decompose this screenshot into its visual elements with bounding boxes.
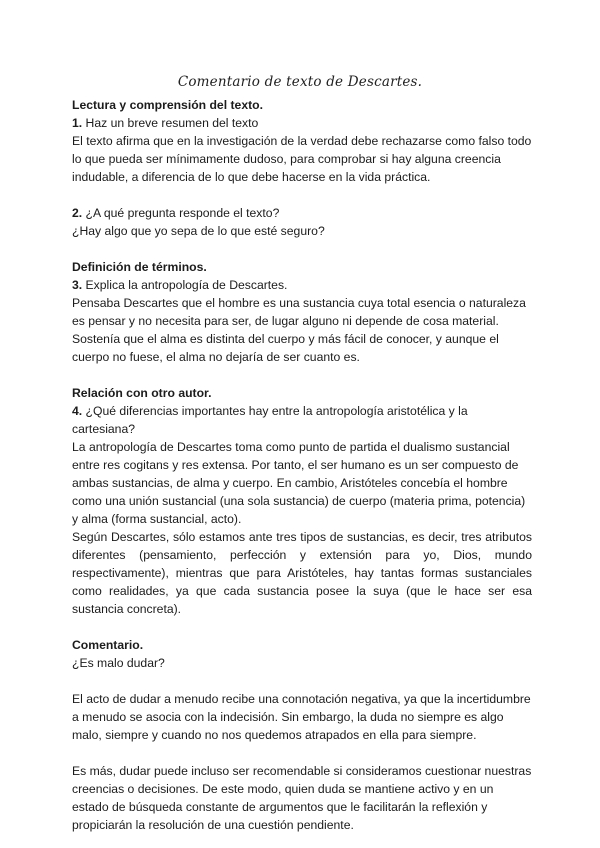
answer-4-paragraph-1: La antropología de Descartes toma como punto de partida el dualismo sustancial entre res cogitans y res extensa. Por tanto, el ser humano es un ser compuesto de ambas sustancias, de alma y cuerpo. En cambio, Aristóteles concebía el hombre como una unión sustancial (una sola sustancia) de cuerpo (materia prima, potencia) y alma (forma sustancial, acto).: [72, 440, 526, 526]
question-number: 2.: [72, 206, 83, 220]
question-number: 3.: [72, 278, 83, 292]
section-heading-comentario: Comentario.: [72, 638, 144, 652]
question-text: Haz un breve resumen del texto: [82, 116, 259, 130]
question-text: ¿A qué pregunta responde el texto?: [82, 206, 280, 220]
question-text: ¿Qué diferencias importantes hay entre la antropología aristotélica y la cartesiana?: [72, 404, 468, 436]
question-number: 4.: [72, 404, 83, 418]
question-4: [72, 402, 532, 438]
spacer: [72, 744, 532, 762]
section-heading-relacion: Relación con otro autor.: [72, 386, 212, 400]
comentario-paragraph-1: El acto de dudar a menudo recibe una connotación negativa, ya que la incertidumbre a menudo se asocia con la indecisión. Sin embargo, la duda no siempre es algo malo, siempre y cuando no nos quedemos atrapados en ella para siempre.: [72, 692, 531, 742]
question-1: [72, 114, 532, 132]
answer-3: Pensaba Descartes que el hombre es una sustancia cuya total esencia o naturaleza es pensar y no necesita para ser, de lugar alguno ni depende de cosa material. Sostenía que el alma es distinta del cuerpo y más fácil de conocer, y aunque el cuerpo no fuese, el alma no dejaría de ser cuanto es.: [72, 296, 526, 364]
spacer: [72, 240, 532, 258]
comentario-paragraph-2: Es más, dudar puede incluso ser recomendable si consideramos cuestionar nuestras creencias o decisiones. De este modo, quien duda se mantiene activo y en un estado de búsqueda constante de argumentos que le facilitarán la reflexión y propiciarán la resolución de una cuestión pendiente.: [72, 764, 532, 832]
answer-2: ¿Hay algo que yo sepa de lo que esté seguro?: [72, 224, 325, 238]
question-text: Explica la antropología de Descartes.: [82, 278, 288, 292]
section-heading-lectura: Lectura y comprensión del texto.: [72, 98, 263, 112]
document-body: [72, 96, 532, 834]
question-3: [72, 276, 532, 294]
spacer: [72, 672, 532, 690]
answer-4-paragraph-2: Según Descartes, sólo estamos ante tres tipos de sustancias, es decir, tres atributos diferentes (pensamiento, perfección y extensión para yo, Dios, mundo respectivamente), mientras que para Aristóteles, hay tantas formas sustanciales como realidades, ya que cada sustancia posee la suya (que le hace ser esa sustancia concreta).: [72, 530, 532, 616]
spacer: [72, 366, 532, 384]
spacer: [72, 618, 532, 636]
document-title: Comentario de texto de Descartes.: [177, 74, 423, 90]
spacer: [72, 186, 532, 204]
comentario-question: ¿Es malo dudar?: [72, 656, 165, 670]
answer-1: El texto afirma que en la investigación de la verdad debe rechazarse como falso todo lo que pueda ser mínimamente dudoso, para comprobar si hay alguna creencia indudable, a diferencia de lo que debe hacerse en la vida práctica.: [72, 134, 532, 184]
question-number: 1.: [72, 116, 83, 130]
section-heading-definicion: Definición de términos.: [72, 260, 207, 274]
question-2: [72, 204, 532, 222]
